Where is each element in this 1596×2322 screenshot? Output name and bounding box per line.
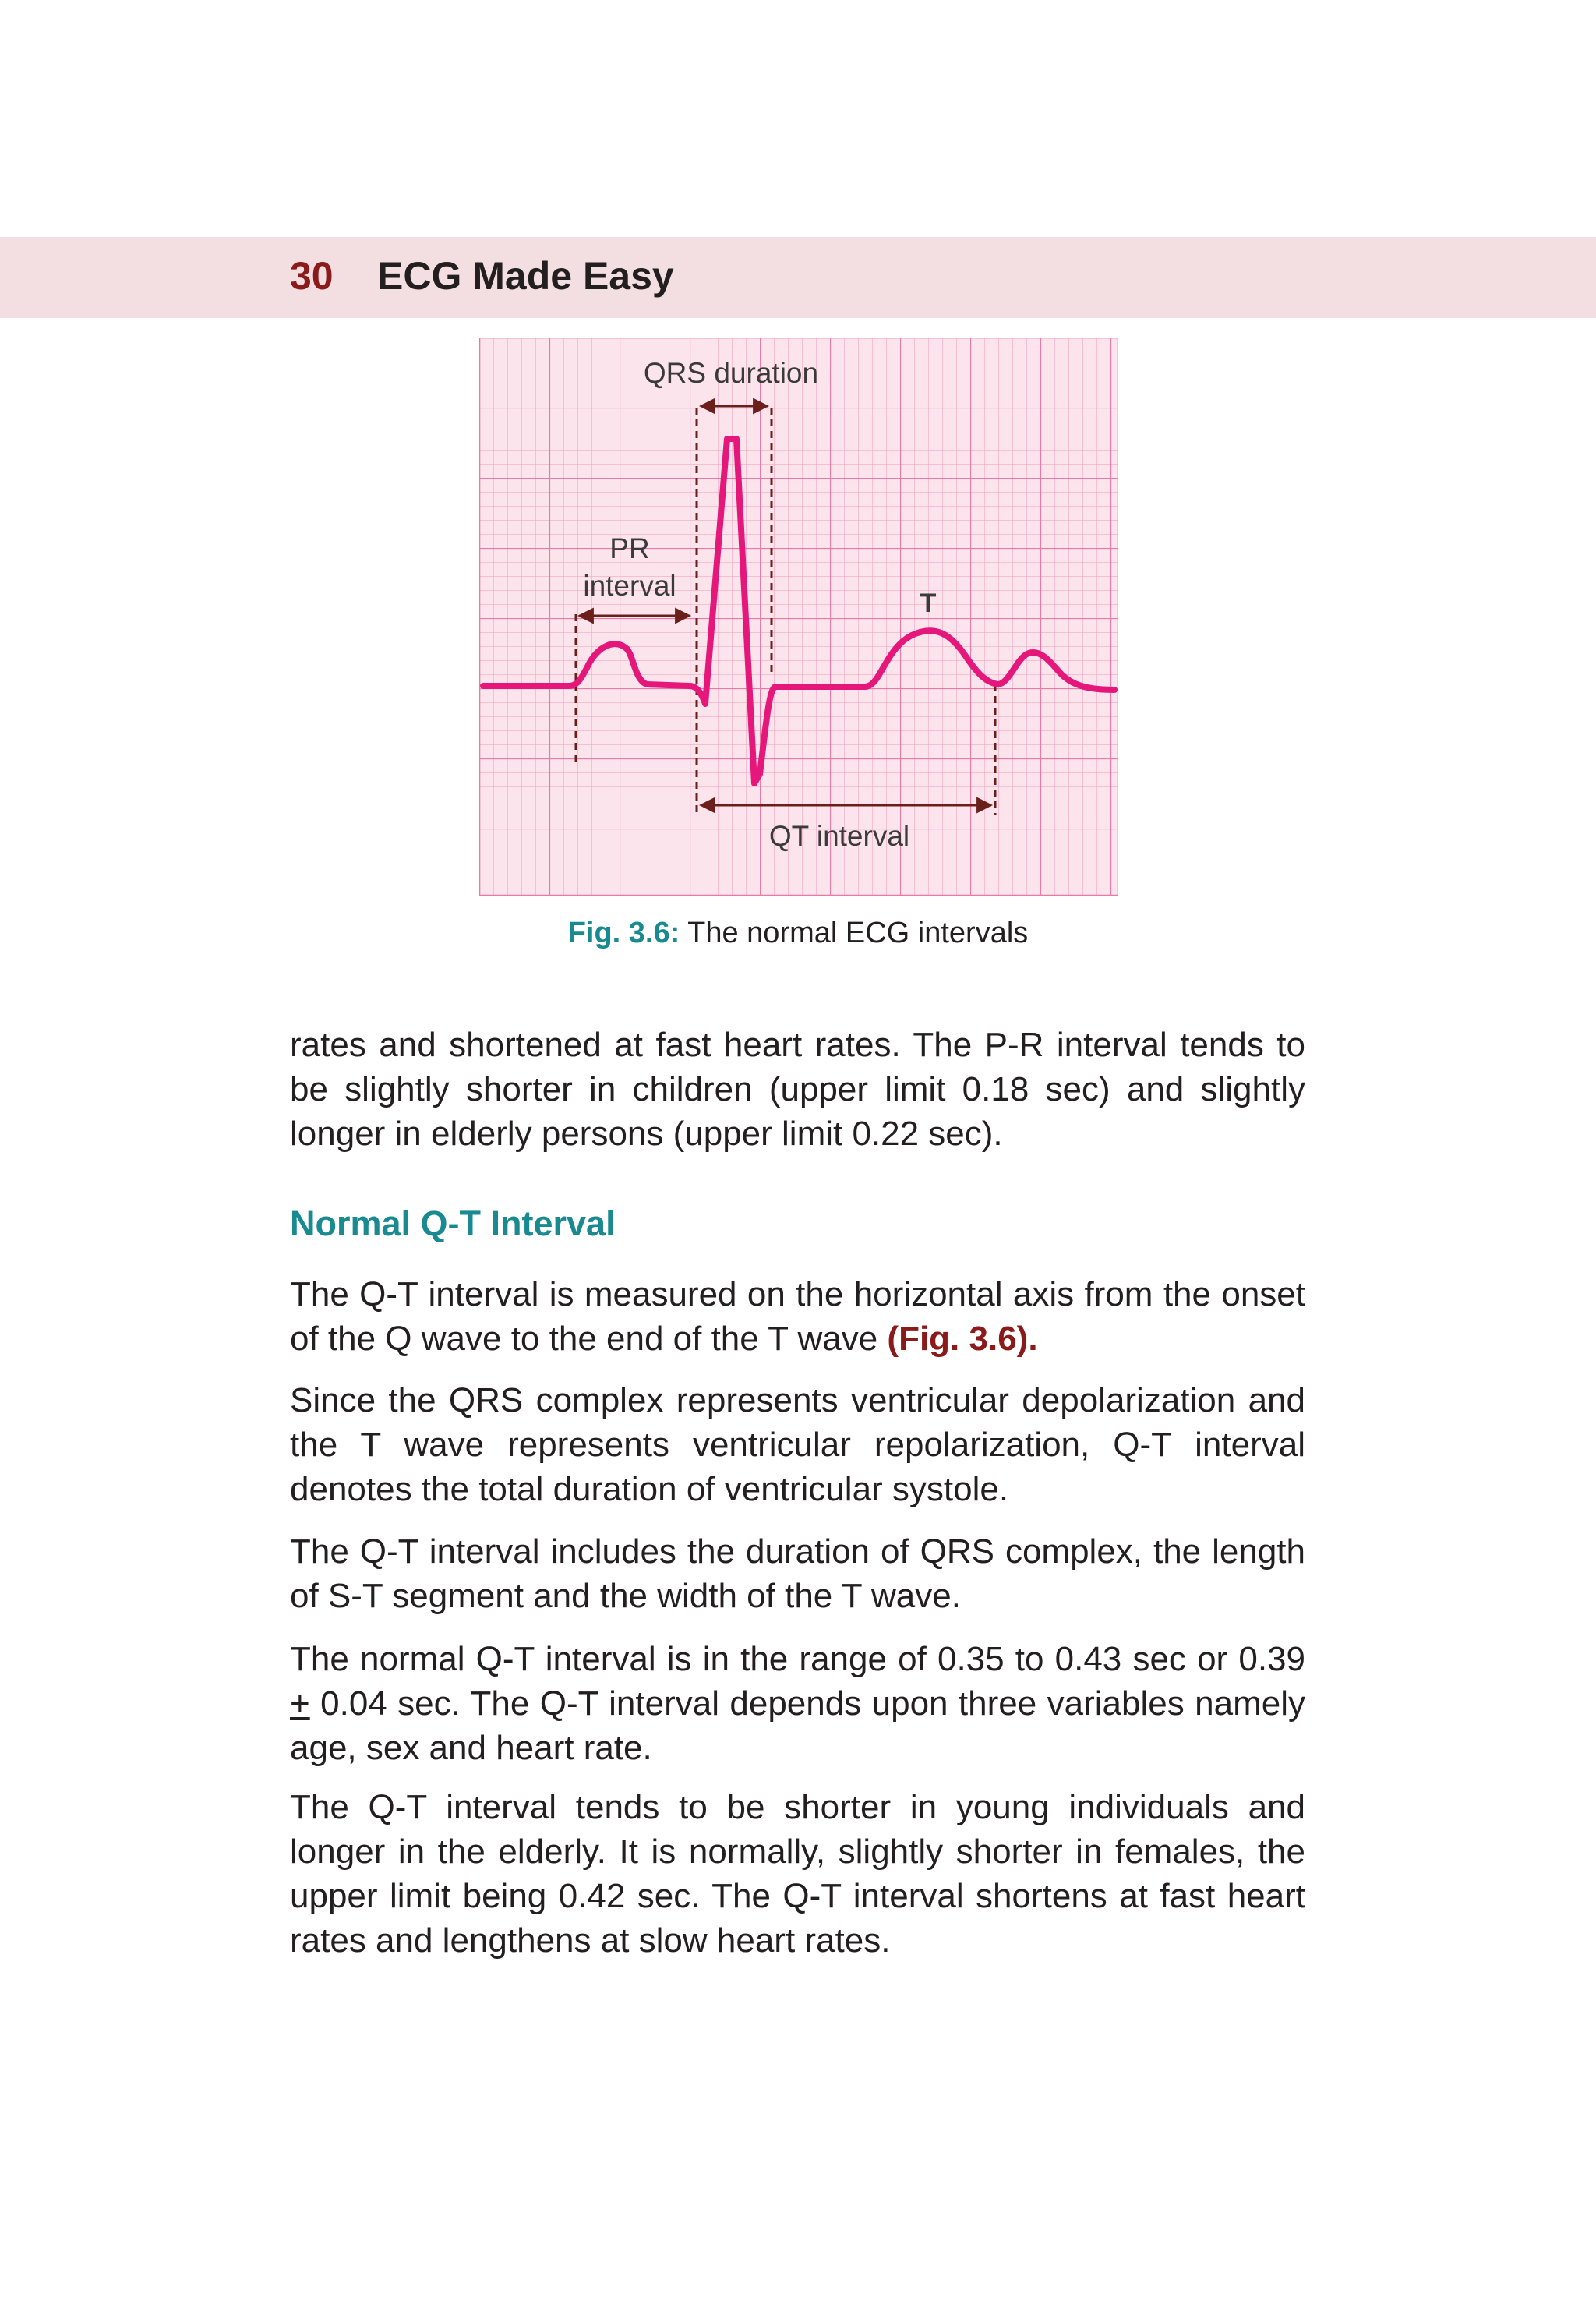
figure-reference: (Fig. 3.6). — [887, 1320, 1038, 1358]
book-title: ECG Made Easy — [377, 254, 674, 298]
paragraph-pr-interval: rates and shortened at fast heart rates. The P-R interval tends to be slightly shorter in children (upper limit 0.18 sec) and slightly longer in elderly persons (upper limit 0.22 sec). — [290, 1026, 1305, 1153]
ecg-figure — [479, 338, 1118, 896]
paragraph-qt-normal-range-b: 0.04 sec. The Q-T interval depends upon three variables namely age, sex and heart rate. — [290, 1684, 1305, 1767]
paragraph-qt-measurement-text: The Q-T interval is measured on the horizontal axis from the onset of the Q wave to the end of the T wave — [290, 1275, 1305, 1358]
ecg-diagram — [479, 338, 1118, 896]
paragraph-qt-normal-range-a: The normal Q-T interval is in the range of 0.35 to 0.43 sec or 0.39 — [290, 1640, 1305, 1678]
paragraph-qt-normal-range — [290, 1637, 1305, 1770]
header-band — [0, 237, 1596, 318]
figure-caption — [0, 914, 1596, 952]
qrs-duration-label: QRS duration — [643, 357, 819, 389]
pr-label-line2: interval — [583, 570, 676, 602]
section-heading-qt: Normal Q-T Interval — [290, 1203, 616, 1243]
figure-caption-text: The normal ECG intervals — [687, 917, 1029, 949]
pr-label-line1: PR — [609, 532, 650, 564]
page-number: 30 — [290, 254, 334, 298]
paragraph-qt-systole: Since the QRS complex represents ventricular depolarization and the T wave represents ventricular repolarization, Q-T interval denotes the total duration of ventricular systole. — [290, 1381, 1305, 1508]
paragraph-qt-variation: The Q-T interval tends to be shorter in young individuals and longer in the elderly. It is normally, slightly shorter in females, the upper limit being 0.42 sec. The Q-T interval shortens at fast heart rates and lengthens at slow heart rates. — [290, 1788, 1305, 1960]
paragraph-qt-measurement — [290, 1272, 1305, 1361]
plus-minus-symbol: + — [290, 1684, 310, 1723]
figure-caption-label: Fig. 3.6: — [567, 917, 680, 949]
paragraph-qt-components: The Q-T interval includes the duration of QRS complex, the length of S-T segment and the width of the T wave. — [290, 1532, 1305, 1615]
qt-interval-label: QT interval — [768, 820, 910, 852]
t-wave-label: T — [920, 588, 937, 618]
